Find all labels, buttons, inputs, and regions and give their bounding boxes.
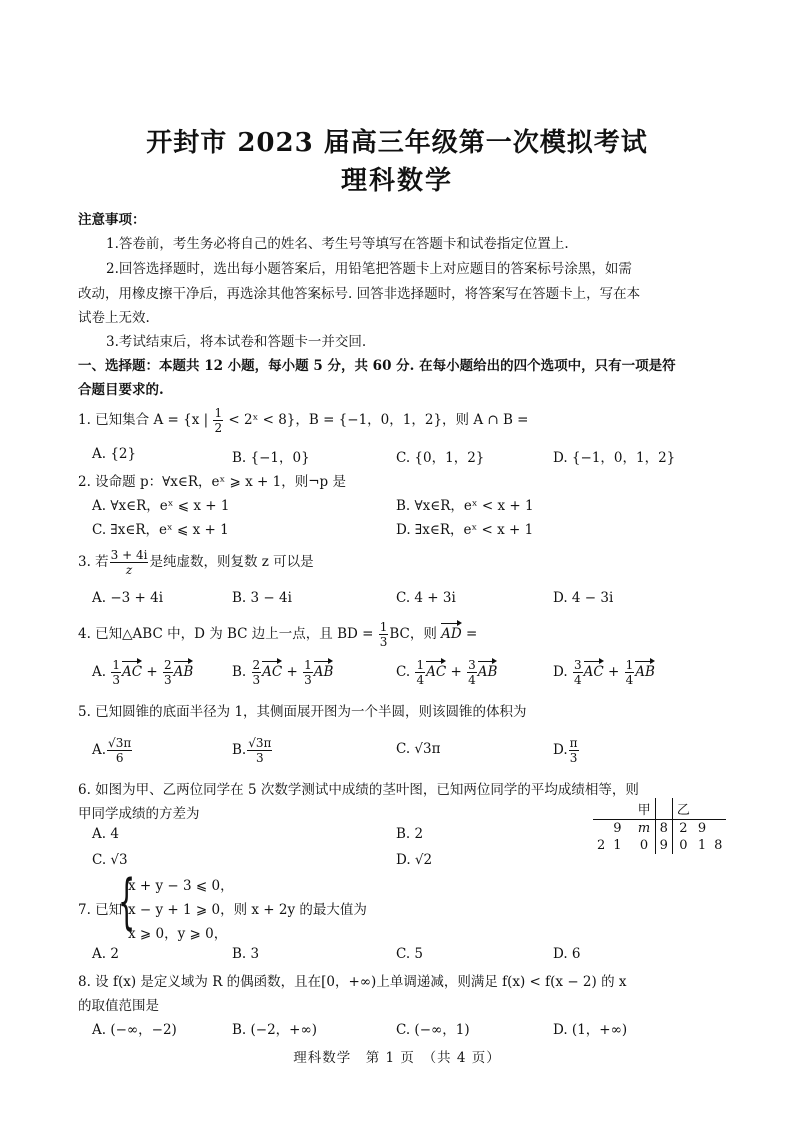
question-1: 1. 已知集合 A = {x | $\frac{1}{2}$ < 2ˣ < 8}，B = {−1，0，1，2}，则 A ∩ B = [78,406,529,435]
q4-option-a: A. $\frac{1}{3}$ AC + $\frac{2}{3}$ AB [92,658,194,687]
q1-option-b: B. {−1，0} [232,450,310,466]
question-8b: 的取值范围是 [78,998,159,1014]
q4-option-d: D. $\frac{3}{4}$ AC + $\frac{1}{4}$ AB [553,658,655,687]
q3-option-c: C. 4 + 3i [396,590,456,606]
question-2: 2. 设命题 p：∀x∈R，eˣ ⩾ x + 1，则¬p 是 [78,474,346,490]
q8-option-b: B. (−2，+∞) [232,1022,317,1038]
q5-option-b: B. $\frac{√3\pi}{3}$ [232,736,272,765]
question-5: 5. 已知圆锥的底面半径为 1，其侧面展开图为一个半圆，则该圆锥的体积为 [78,704,527,720]
fraction: $\frac{1}{3}$ [379,620,388,649]
question-7: 7. 已知 [78,902,123,918]
q6-option-a: A. 4 [92,826,119,842]
q8-option-d: D. (1，+∞) [553,1022,628,1038]
q3-option-b: B. 3 − 4i [232,590,292,606]
q2-option-b: B. ∀x∈R，eˣ < x + 1 [396,498,534,514]
q5-option-d: D. $\frac{\pi}{3}$ [553,736,578,765]
q6-option-c: C. √3 [92,852,128,868]
notice-item-2c: 试卷上无效. [78,310,150,326]
notice-heading: 注意事项： [78,212,146,228]
q5-option-a: A. $\frac{√3\pi}{6}$ [92,736,132,765]
notice-item-2b: 改动，用橡皮擦干净后，再选涂其他答案标号. 回答非选择题时，将答案写在答题卡上，写在本 [78,286,641,302]
q3-option-d: D. 4 − 3i [553,590,614,606]
stem-leaf-plot: 甲 乙 9 m 8 2 9 2 1 0 9 0 1 8 [593,798,726,854]
fraction: $\frac{3 + 4i}{z}$ [110,548,148,577]
notice-item-1: 1.答卷前，考生务必将自己的姓名、考生号等填写在答题卡和试卷指定位置上. [106,236,569,252]
vector-ad: AD [441,626,462,642]
q2-option-d: D. ∃x∈R，eˣ < x + 1 [396,522,534,538]
q1-option-d: D. {−1，0，1，2} [553,450,676,466]
system-line-3: x ⩾ 0，y ⩾ 0， [128,926,228,942]
q1-option-a: A. {2} [92,446,137,462]
question-8a: 8. 设 f(x) 是定义域为 R 的偶函数，且在[0，+∞)上单调递减，则满足 f(x) < f(x − 2) 的 x [78,974,627,990]
system-brace: { [118,867,136,937]
q7-option-d: D. 6 [553,946,581,962]
fraction: $\frac{1}{2}$ [214,406,223,435]
q7-option-c: C. 5 [396,946,424,962]
q6-option-b: B. 2 [396,826,424,842]
exam-subject: 理科数学 [340,166,453,196]
q7-option-a: A. 2 [92,946,119,962]
q4-option-b: B. $\frac{2}{3}$ AC + $\frac{1}{3}$ AB [232,658,334,687]
q1-option-c: C. {0，1，2} [396,450,485,466]
q8-option-a: A. (−∞，−2) [92,1022,177,1038]
section-heading-b: 合题目要求的. [78,382,164,398]
q7-option-b: B. 3 [232,946,260,962]
q2-option-a: A. ∀x∈R，eˣ ⩽ x + 1 [92,498,230,514]
section-heading-a: 一、选择题：本题共 12 小题，每小题 5 分，共 60 分. 在每小题给出的四个选项中，只有一项是符 [78,358,676,374]
question-4: 4. 已知△ABC 中，D 为 BC 边上一点，且 BD = $\frac{1}{3}$ BC，则 AD = [78,620,478,649]
notice-item-3: 3.考试结束后，将本试卷和答题卡一并交回. [106,334,367,350]
question-6a: 6. 如图为甲、乙两位同学在 5 次数学测试中成绩的茎叶图，已知两位同学的平均成绩相等，则 [78,782,639,798]
q6-option-d: D. √2 [396,852,433,868]
q5-option-c: C. √3π [396,741,441,757]
q8-option-c: C. (−∞，1) [396,1022,470,1038]
question-3: 3. 若 $\frac{3 + 4i}{z}$ 是纯虚数，则复数 z 可以是 [78,548,314,577]
page-footer: 理科数学 第 1 页 （共 4 页） [293,1050,501,1066]
system-line-1: x + y − 3 ⩽ 0， [128,878,234,894]
system-line-2: x − y + 1 ⩾ 0，则 x + 2y 的最大值为 [128,902,367,918]
notice-item-2a: 2.回答选择题时，选出每小题答案后，用铅笔把答题卡上对应题目的答案标号涂黑，如需 [106,261,632,277]
q3-option-a: A. −3 + 4i [92,590,164,606]
q2-option-c: C. ∃x∈R，eˣ ⩽ x + 1 [92,522,229,538]
q4-option-c: C. $\frac{1}{4}$ AC + $\frac{3}{4}$ AB [396,658,498,687]
exam-title: 开封市 2023 届高三年级第一次模拟考试 [146,128,648,158]
question-6b: 甲同学成绩的方差为 [78,806,200,822]
